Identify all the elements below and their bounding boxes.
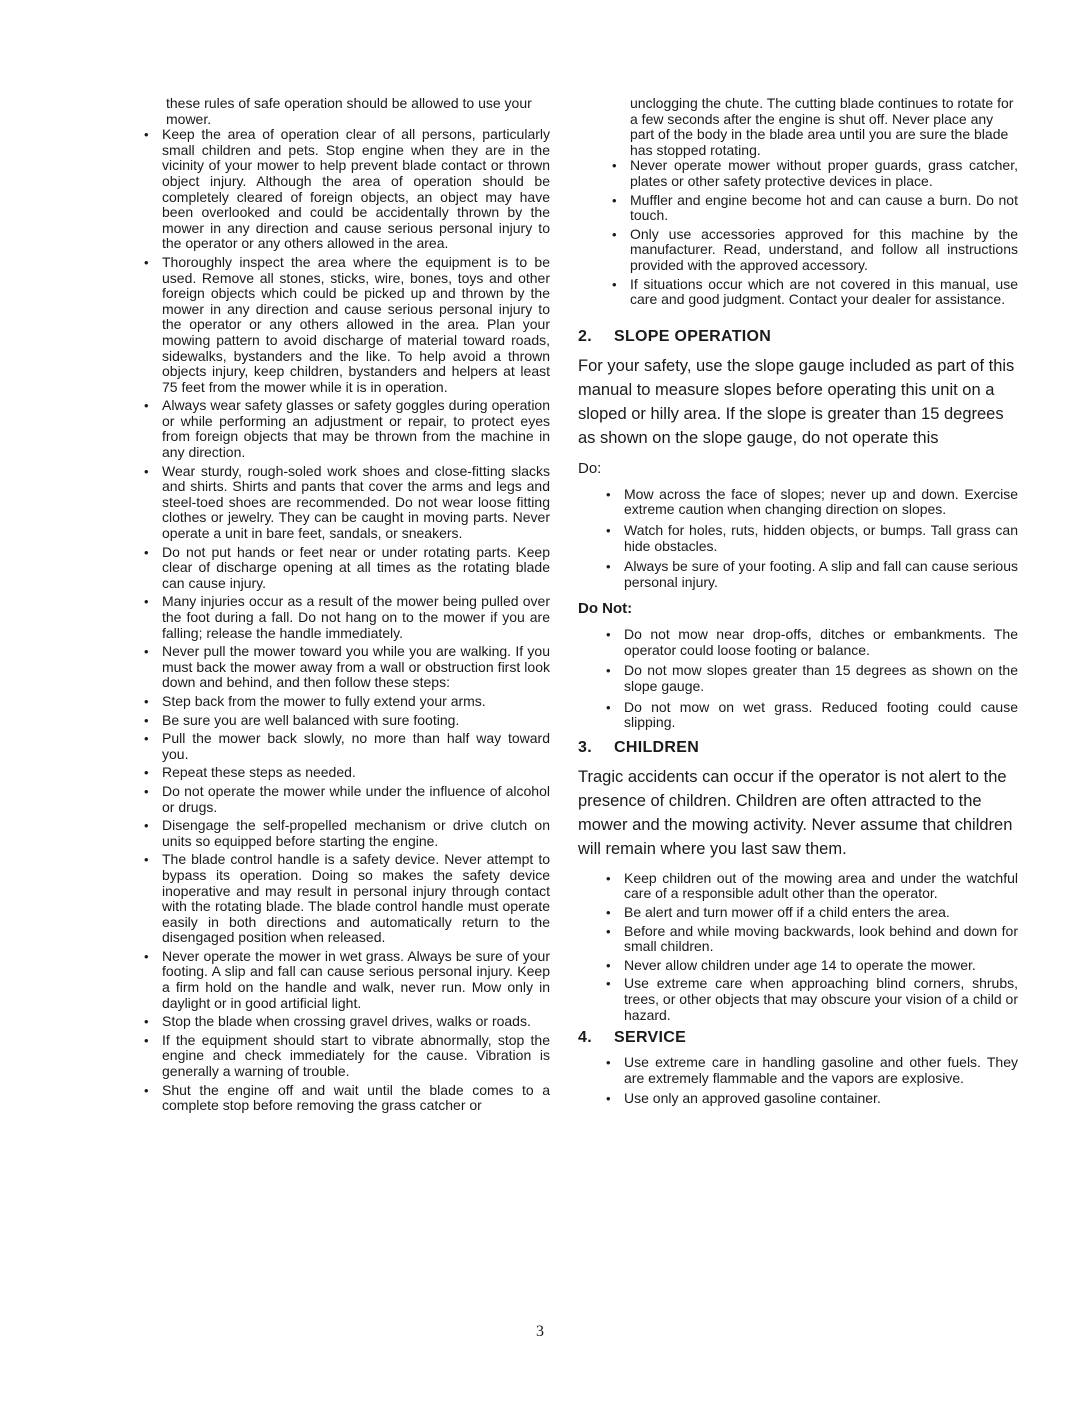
do-label: Do: — [578, 459, 602, 477]
list-item: • Never operate mower without proper guards, grass catcher, plates or other safety protective devices in place. — [606, 158, 1018, 189]
list-item: • Keep children out of the mowing area and under the watchful care of a responsible adult other than the operator. — [600, 871, 1018, 902]
list-item: • Do not mow slopes greater than 15 degrees as shown on the slope gauge. — [600, 663, 1018, 694]
list-item: • Be sure you are well balanced with sure footing. — [138, 713, 550, 729]
list-item: • Do not mow on wet grass. Reduced footing could cause slipping. — [600, 700, 1018, 731]
list-item: • Never pull the mower toward you while you are walking. If you must back the mower away from a wall or obstruction first look down and behind, and then follow these steps: — [138, 644, 550, 691]
list-item: • Repeat these steps as needed. — [138, 765, 550, 781]
list-item: • Be alert and turn mower off if a child enters the area. — [600, 905, 1018, 921]
list-item: • Mow across the face of slopes; never up and down. Exercise extreme caution when changing direction on slopes. — [600, 487, 1018, 518]
page-number: 3 — [536, 1323, 544, 1340]
list-item: • Wear sturdy, rough-soled work shoes and close-fitting slacks and shirts. Shirts and pants that cover the arms and legs and steel-toed shoes are recommended. Do not wear loose fitting clothes or jewelry. They can be caught in moving parts. Never operate a unit in bare feet, sandals, or sneakers. — [138, 464, 550, 542]
section-number: 4. — [578, 1029, 592, 1047]
service-list — [578, 1055, 1018, 1107]
list-item: • Disengage the self-propelled mechanism or drive clutch on units so equipped before starting the engine. — [138, 818, 550, 849]
list-item: • Always wear safety glasses or safety goggles during operation or while performing an adjustment or repair, to protect eyes from foreign objects that may be thrown from the machine in any direction. — [138, 398, 550, 460]
right-bullet-list — [578, 158, 1018, 307]
list-item: • Many injuries occur as a result of the mower being pulled over the foot during a fall. Do not hang on to the mower if you are falling; release the handle immediately. — [138, 594, 550, 641]
list-item: • Before and while moving backwards, look behind and down for small children. — [600, 924, 1018, 955]
do-not-label: Do Not: — [578, 600, 633, 618]
list-item: • Pull the mower back slowly, no more than half way toward you. — [138, 731, 550, 762]
children-list — [578, 871, 1018, 1023]
list-item: • Keep the area of operation clear of all persons, particularly small children and pets. Stop engine when they are in the vicinity of your mower to help prevent blade contact or thrown object injury. Although the area of operation should be completely cleared of foreign objects, an object may have been overlooked and could be accidentally thrown by the mower in any direction and cause serious personal injury to the operator or any others allowed in the area. — [138, 127, 550, 252]
section-title: CHILDREN — [614, 738, 700, 756]
continuation-text: unclogging the chute. The cutting blade continues to rotate for a few seconds after the engine is shut off. Never place any part of the body in the blade area until you are sure the blade has stopped rotating. — [630, 95, 1014, 158]
list-item: • Stop the blade when crossing gravel drives, walks or roads. — [138, 1014, 550, 1030]
list-item: • Muffler and engine become hot and can cause a burn. Do not touch. — [606, 193, 1018, 224]
list-item: • Thoroughly inspect the area where the equipment is to be used. Remove all stones, sticks, wire, bones, toys and other foreign objects which could be picked up and thrown by the mower in any direction and cause serious personal injury to the operator or any others allowed in the area. Plan your mowing pattern to avoid discharge of material toward roads, sidewalks, bystanders and the like. To help avoid a thrown objects injury, keep children, bystanders and helpers at least 75 feet from the mower while it is in operation. — [138, 255, 550, 395]
list-item: • Do not put hands or feet near or under rotating parts. Keep clear of discharge opening at all times as the rotating blade can cause injury. — [138, 545, 550, 592]
list-item: • Step back from the mower to fully extend your arms. — [138, 694, 550, 710]
list-item: • Use extreme care in handling gasoline and other fuels. They are extremely flammable and the vapors are explosive. — [600, 1055, 1018, 1086]
do-not-list — [578, 627, 1018, 731]
list-item: • If the equipment should start to vibrate abnormally, stop the engine and check immediately for the cause. Vibration is generally a warning of trouble. — [138, 1033, 550, 1080]
left-column — [138, 96, 550, 1117]
list-item: • Only use accessories approved for this machine by the manufacturer. Read, understand, and follow all instructions provided with the approved accessory. — [606, 227, 1018, 274]
intro-text: these rules of safe operation should be allowed to use your mower. — [166, 95, 532, 127]
list-item: • Never allow children under age 14 to operate the mower. — [600, 958, 1018, 974]
section-heading-slope — [578, 328, 1018, 346]
list-item: • Use extreme care when approaching blind corners, shrubs, trees, or other objects that may obscure your vision of a child or hazard. — [600, 976, 1018, 1023]
section-number: 3. — [578, 738, 592, 756]
section-number: 2. — [578, 327, 592, 345]
section-title: SLOPE OPERATION — [614, 327, 772, 345]
slope-intro: For your safety, use the slope gauge included as part of this manual to measure slopes before operating this unit on a sloped or hilly area. If the slope is greater than 15 degrees as shown on the slope gauge, do not operate this — [578, 356, 1015, 447]
list-item: • Always be sure of your footing. A slip and fall can cause serious personal injury. — [600, 559, 1018, 590]
do-list — [578, 487, 1018, 591]
list-item: • Do not operate the mower while under the influence of alcohol or drugs. — [138, 784, 550, 815]
children-intro: Tragic accidents can occur if the operator is not alert to the presence of children. Children are often attracted to the mower and the mowing activity. Never assume that children will remain where you last saw them. — [578, 767, 1013, 858]
list-item: • Do not mow near drop-offs, ditches or embankments. The operator could loose footing or balance. — [600, 627, 1018, 658]
list-item: • Never operate the mower in wet grass. Always be sure of your footing. A slip and fall can cause serious personal injury. Keep a firm hold on the handle and walk, never run. Mow only in daylight or in good artificial light. — [138, 949, 550, 1011]
list-item: • Shut the engine off and wait until the blade comes to a complete stop before removing the grass catcher or — [138, 1083, 550, 1114]
list-item: • Watch for holes, ruts, hidden objects, or bumps. Tall grass can hide obstacles. — [600, 523, 1018, 554]
list-item: • Use only an approved gasoline container. — [600, 1091, 1018, 1107]
left-bullet-list — [138, 127, 550, 1114]
list-item: • The blade control handle is a safety device. Never attempt to bypass its operation. Doing so makes the safety device inoperative and may result in personal injury through contact with the rotating blade. The blade control handle must operate easily in both directions and automatically return to the disengaged position when released. — [138, 852, 550, 946]
list-item: • If situations occur which are not covered in this manual, use care and good judgment. Contact your dealer for assistance. — [606, 277, 1018, 308]
right-column — [578, 96, 1018, 1112]
section-title: SERVICE — [614, 1029, 687, 1047]
section-heading-service — [578, 1029, 1018, 1047]
section-heading-children — [578, 739, 1018, 757]
